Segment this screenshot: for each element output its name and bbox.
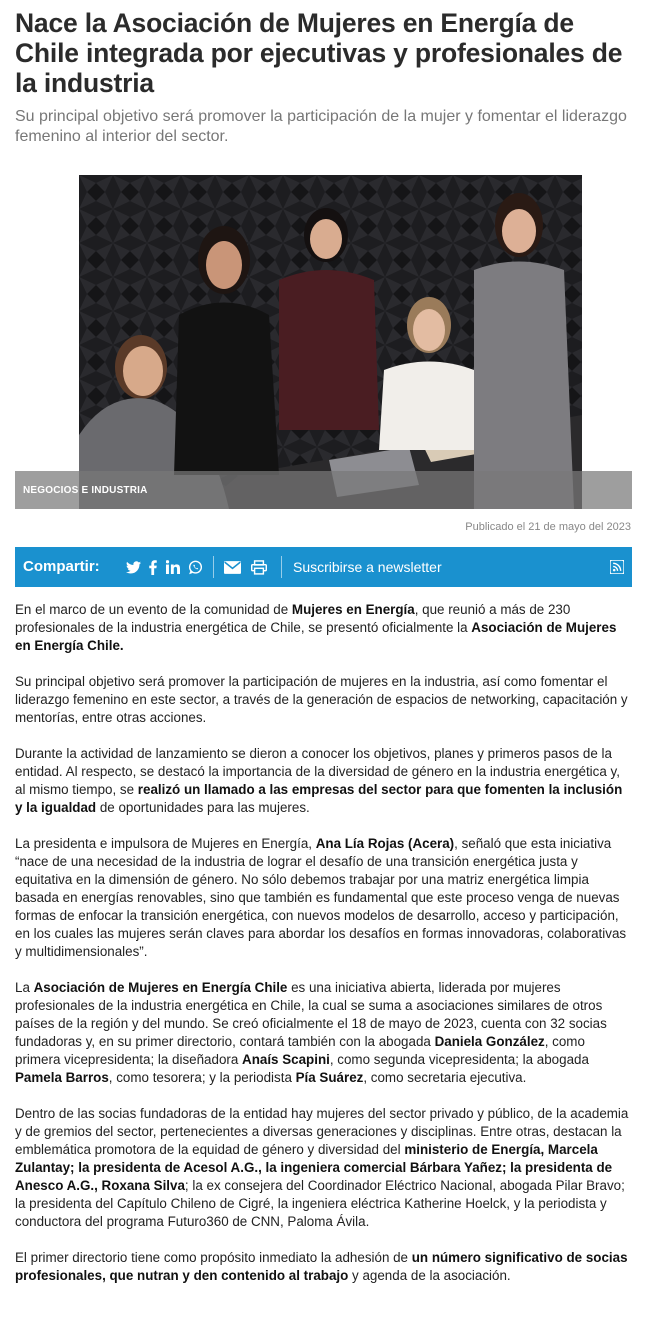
article-headline: Nace la Asociación de Mujeres en Energía de Chile integrada por ejecutivas y profesionales de la industria bbox=[15, 8, 623, 98]
article-subtitle: Su principal objetivo será promover la participación de la mujer y fomentar el liderazgo femenino al interior del sector. bbox=[15, 108, 627, 145]
share-label: Compartir: bbox=[23, 558, 100, 575]
article-paragraph: La presidenta e impulsora de Mujeres en Energía, Ana Lía Rojas (Acera), señaló que esta iniciativa “nace de una necesidad de la industria de lograr el desafío de una transición energética justa y equitativa en la dimensión de género. No sólo debemos trabajar por una matriz energética limpia basada en energías renovables, sino que también es fundamental que este proceso venga de nuevas formas de enfocar la transición energética, con nuevos modelos de desarrollo, acceso y participación, en los cuales las mujeres serán claves para abordar los desafíos en formas innovadoras, colaborativas y multidimensionales”. bbox=[15, 836, 627, 959]
whatsapp-icon[interactable] bbox=[187, 557, 203, 577]
newsletter-link[interactable]: Suscribirse a newsletter bbox=[293, 559, 442, 575]
group-photo bbox=[79, 175, 582, 509]
article-paragraph: La Asociación de Mujeres en Energía Chile es una iniciativa abierta, liderada por mujeres profesionales de la industria energética en Chile, la cual se suma a asociaciones similares de otros países de la región y del mundo. Se creó oficialmente el 18 de mayo de 2023, cuenta con 32 socias fundadoras y, en su primer directorio, contará también con la abogada Daniela González, como primera vicepresidenta; la diseñadora Anaís Scapini, como segunda vicepresidenta; la abogada Pamela Barros, como tesorera; y la periodista Pía Suárez, como secretaria ejecutiva. bbox=[15, 980, 607, 1085]
share-separator bbox=[281, 556, 282, 578]
article-paragraph: En el marco de un evento de la comunidad de Mujeres en Energía, que reunió a más de 230 profesionales de la industria energética de Chile, se presentó oficialmente la Asociación de Mujeres en Energía Chile. bbox=[15, 602, 617, 653]
article-paragraph: Durante la actividad de lanzamiento se dieron a conocer los objetivos, planes y primeros pasos de la entidad. Al respecto, se destacó la importancia de la diversidad de género en la industria energética y, al mismo tiempo, se realizó un llamado a las empresas del sector para que fomenten la inclusión y la igualdad de oportunidades para las mujeres. bbox=[15, 746, 623, 815]
share-separator bbox=[213, 556, 214, 578]
twitter-icon[interactable] bbox=[125, 557, 141, 577]
publish-date: Publicado el 21 de mayo del 2023 bbox=[465, 521, 631, 533]
facebook-icon[interactable] bbox=[148, 557, 158, 577]
group-photo-illustration bbox=[79, 175, 582, 509]
article-body bbox=[15, 601, 632, 1303]
article-paragraph: El primer directorio tiene como propósito inmediato la adhesión de un número significativo de socias profesionales, que nutran y den contenido al trabajo y agenda de la asociación. bbox=[15, 1250, 628, 1283]
article-paragraph: Su principal objetivo será promover la participación de mujeres en la industria, así como fomentar el liderazgo femenino en este sector, a través de la generación de espacios de networking, capacitación y mentorías, entre otras acciones. bbox=[15, 674, 628, 725]
hero-image-block bbox=[15, 175, 632, 509]
article-paragraph: Dentro de las socias fundadoras de la entidad hay mujeres del sector privado y público, de la academia y de gremios del sector, pertenecientes a diversas generaciones y disciplinas. Entre otras, destacan la emblemática promotora de la equidad de género y diversidad del ministerio de Energía, Marcela Zulantay; la presidenta de Acesol A.G., la ingeniera comercial Bárbara Yañez; la presidenta de Anesco A.G., Roxana Silva; la ex consejera del Coordinador Eléctrico Nacional, abogada Pilar Bravo; la presidenta del Capítulo Chileno de Cigré, la ingeniera eléctrica Katherine Hoelck, y la periodista y conductora del programa Futuro360 de CNN, Paloma Ávila. bbox=[15, 1106, 629, 1229]
category-label[interactable]: NEGOCIOS E INDUSTRIA bbox=[23, 485, 148, 496]
print-icon[interactable] bbox=[250, 557, 268, 577]
rss-icon[interactable] bbox=[609, 557, 625, 577]
category-bar bbox=[15, 471, 632, 509]
linkedin-icon[interactable] bbox=[165, 557, 181, 577]
email-icon[interactable] bbox=[223, 557, 241, 577]
share-bar bbox=[15, 547, 632, 587]
